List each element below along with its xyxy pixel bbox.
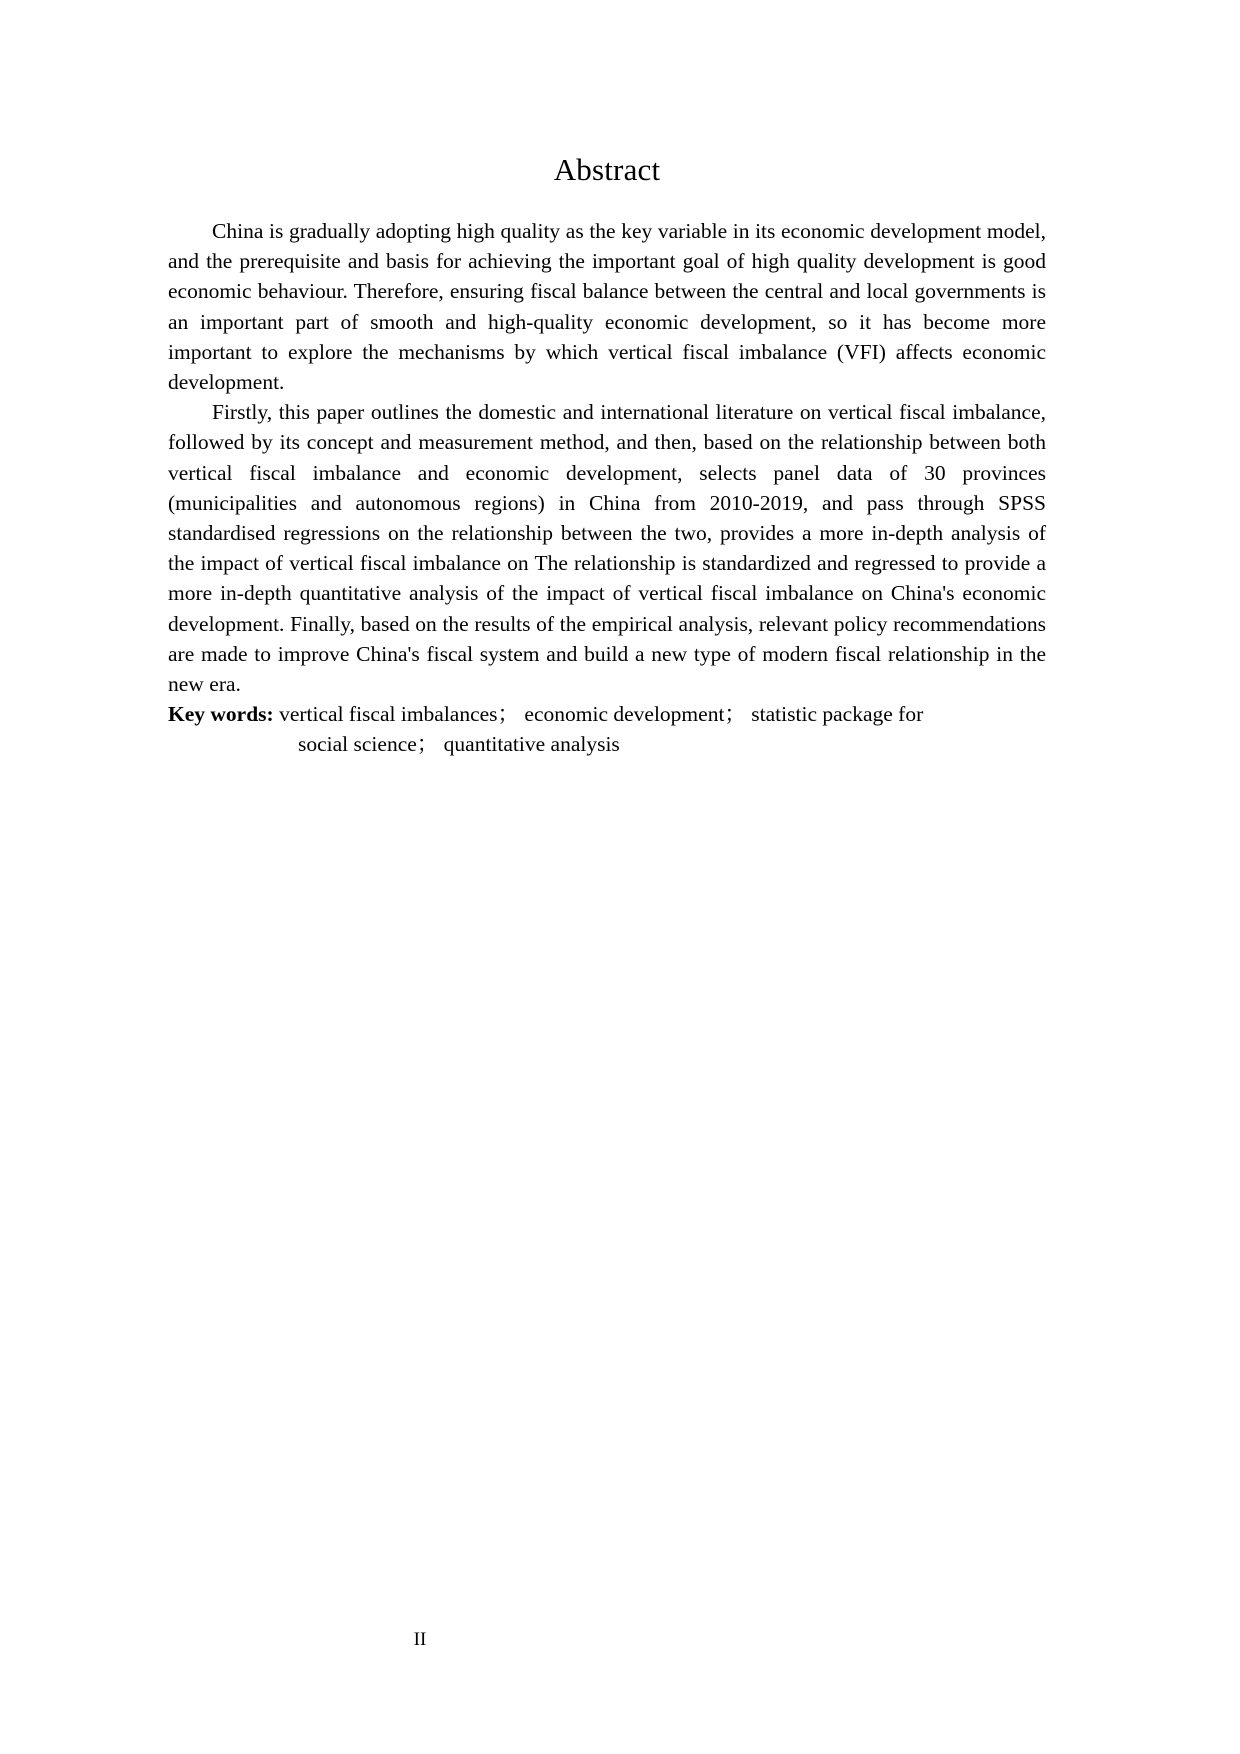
page-number: II xyxy=(413,1629,427,1650)
keywords-text-first: vertical fiscal imbalances； economic development； statistic package for xyxy=(273,702,924,727)
abstract-paragraph-2: Firstly, this paper outlines the domestic and international literature on vertical fiscal imbalance, followed by its concept and measurement method, and then, based on the relationship between both vertical fiscal imbalance and economic development, selects panel data of 30 provinces (municipalities and autonomous regions) in China from 2010-2019, and pass through SPSS standardised regressions on the relationship between the two, provides a more in-depth analysis of the impact of vertical fiscal imbalance on The relationship is standardized and regressed to provide a more in-depth quantitative analysis of the impact of vertical fiscal imbalance on China's economic development. Finally, based on the results of the empirical analysis, relevant policy recommendations are made to improve China's fiscal system and build a new type of modern fiscal relationship in the new era. xyxy=(168,400,1046,697)
page-title: Abstract xyxy=(553,152,661,187)
keywords-block xyxy=(168,699,1046,759)
page-content xyxy=(168,150,1046,760)
abstract-paragraph-1: China is gradually adopting high quality as the key variable in its economic development model, and the prerequisite and basis for achieving the important goal of high quality development is good economic behaviour. Therefore, ensuring fiscal balance between the central and local governments is an important part of smooth and high-quality economic development, so it has become more important to explore the mechanisms by which vertical fiscal imbalance (VFI) affects economic development. xyxy=(168,219,1046,395)
keywords-line-1 xyxy=(168,699,1046,729)
keywords-label: Key words: xyxy=(168,702,274,727)
keywords-line-2: social science； quantitative analysis xyxy=(298,732,620,757)
